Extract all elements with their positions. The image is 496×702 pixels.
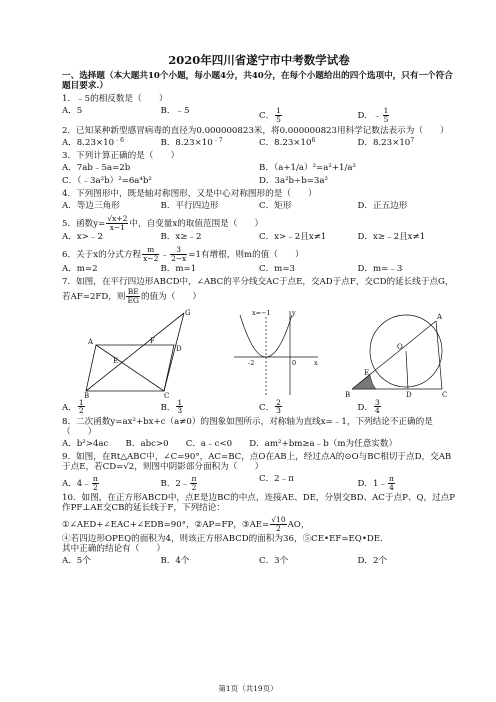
option-d: D．﹣ $\frac{1}{5}$ bbox=[357, 105, 389, 124]
question-stem: 4．下列图形中，既是轴对称图形，又是中心对称图形的是（ ） bbox=[62, 188, 317, 199]
option-d: D．正五边形 bbox=[357, 200, 408, 211]
svg-text:O: O bbox=[397, 342, 403, 351]
option-b: B．x≥﹣2 bbox=[160, 232, 202, 243]
svg-text:C: C bbox=[164, 391, 170, 399]
option-d: D．$8.23\times 10^7$ bbox=[357, 137, 415, 149]
option-b: B．﹣5 bbox=[160, 105, 190, 116]
section-heading: 一、选择题（本大题共10个小题，每小题4分，共40分，在每个小题给出的四个选项中，只有一个符合题目要求.） bbox=[62, 71, 453, 92]
question-stem: 5．函数y= $\frac{√x+2}{x-1}$ 中，自变量x的取值范围是（ ） bbox=[62, 213, 264, 232]
option-a: A．7ab﹣5a=2b bbox=[62, 163, 131, 174]
option-c: C．x>﹣2且x≠1 bbox=[259, 232, 327, 243]
option-c: C．3个 bbox=[259, 555, 289, 566]
option-a: A．5个 bbox=[62, 555, 91, 566]
statement-line-3: 其中正确的结论有（ ） bbox=[62, 543, 166, 554]
options bbox=[62, 107, 456, 124]
svg-text:D: D bbox=[176, 344, 182, 353]
question-7-options bbox=[62, 399, 456, 416]
svg-text:G: G bbox=[185, 308, 191, 317]
svg-text:A: A bbox=[88, 337, 94, 346]
option-b: B．4个 bbox=[160, 555, 190, 566]
option-b: B．$8.23\times 10^{﹣7}$ bbox=[160, 137, 223, 149]
option-d: D．m=﹣3 bbox=[357, 264, 403, 275]
svg-text:-2: -2 bbox=[248, 358, 255, 367]
svg-text:D: D bbox=[406, 390, 412, 399]
option-c: C． $\frac{2}{3}$ bbox=[259, 397, 281, 416]
svg-text:0: 0 bbox=[292, 358, 297, 367]
option-a: A．$8.23\times 10^{﹣6}$ bbox=[62, 137, 124, 149]
options bbox=[62, 265, 456, 275]
options bbox=[62, 557, 456, 567]
option-a: A．等边三角形 bbox=[62, 200, 120, 211]
question-stem: 10．如图，在正方形ABCD中，点E是边BC的中点，连接AE、DE，分别交BD、AC于点P、Q，过点P作PF⊥AE交CB的延长线于F，下列结论： bbox=[62, 493, 456, 514]
question-7 bbox=[62, 278, 456, 305]
option-d: D．2个 bbox=[357, 555, 388, 566]
question-stem: 9．如图，在Rt△ABC中，∠C=90°，AC=BC，点O在AB上，经过点A的⊙O与BC相切于点D，交AB于点E，若CD=√2，则图中阴影部分面积为（ ） bbox=[62, 451, 452, 472]
question-stem: 7．如图，在平行四边形ABCD中，∠ABC的平分线交AC于点E，交AD于点F，交CD的延长线于点G，若AF=2FD，则 $\frac{BE}{EG}$ 的值为（ ） bbox=[62, 276, 454, 305]
question-10 bbox=[62, 494, 456, 566]
option-d: D．x≥﹣2且x≠1 bbox=[357, 232, 426, 243]
option-c: C．2﹣π bbox=[259, 473, 294, 484]
svg-text:E: E bbox=[364, 368, 370, 377]
svg-text:F: F bbox=[150, 336, 155, 345]
option-a: A．5 bbox=[62, 105, 83, 116]
option-d: D． $\frac{3}{4}$ bbox=[357, 397, 380, 416]
figures-row bbox=[62, 307, 456, 397]
option-d: D．1﹣ $\frac{\pi}{4}$ bbox=[357, 473, 394, 492]
page-title: 2020年四川省遂宁市中考数学试卷 bbox=[168, 53, 350, 67]
option-c: C．（﹣3a²b）²=6a⁴b² bbox=[62, 176, 152, 187]
option-b: B．（a+1/a）²=a²+1/a² bbox=[259, 163, 356, 174]
question-5 bbox=[62, 215, 456, 244]
option-a: A． $\frac{1}{2}$ bbox=[62, 397, 84, 416]
options bbox=[62, 138, 456, 149]
question-stem: 3．下列计算正确的是（ ） bbox=[62, 151, 180, 162]
option-d: D．3a²b÷b=3a² bbox=[259, 176, 328, 187]
svg-text:y: y bbox=[292, 308, 296, 317]
option-b: B． $\frac{1}{3}$ bbox=[160, 397, 183, 416]
question-stem: 8．二次函数y=ax²+bx+c（a≠0）的图象如图所示，对称轴为直线x=﹣1，下列结论不正确的是（ ） bbox=[62, 417, 433, 438]
question-8 bbox=[62, 418, 456, 450]
option-c: C．矩形 bbox=[259, 200, 292, 211]
option-a: A．4﹣ $\frac{\pi}{2}$ bbox=[62, 473, 98, 492]
svg-text:x=−1: x=−1 bbox=[252, 308, 271, 317]
question-1 bbox=[62, 95, 456, 124]
svg-text:C: C bbox=[442, 390, 448, 399]
question-3 bbox=[62, 152, 456, 187]
svg-text:A: A bbox=[437, 312, 443, 321]
options: A．b²>4ac B．abc>0 C．a﹣c<0 D．am²+bm≥a﹣b（m为任意实数） bbox=[62, 439, 398, 450]
statement-line-1: ①∠AED+∠EAC+∠EDB=90°，②AP=FP，③AE= $\frac{√10}{2}$ AO， bbox=[62, 515, 310, 534]
option-b: B．平行四边形 bbox=[160, 200, 219, 211]
question-stem: 1．﹣5的相反数是（ ） bbox=[62, 93, 168, 104]
svg-text:B: B bbox=[84, 391, 90, 399]
option-c: C．m=3 bbox=[259, 264, 295, 275]
options bbox=[62, 233, 456, 243]
option-c: C． $\frac{1}{5}$ bbox=[259, 105, 281, 124]
option-a: A．m=2 bbox=[62, 264, 98, 275]
option-c: C．$8.23\times 10^6$ bbox=[259, 137, 316, 149]
question-4 bbox=[62, 190, 456, 212]
parallelogram-figure bbox=[84, 307, 204, 399]
option-a: A．x>﹣2 bbox=[62, 232, 103, 243]
option-b: B．m=1 bbox=[160, 264, 197, 275]
question-stem: 2．已知某种新型感冒病毒的直径为0.000000823米，将0.000000823用科学记数法表示为（ ） bbox=[62, 125, 449, 136]
question-2 bbox=[62, 127, 456, 150]
options bbox=[62, 475, 456, 492]
svg-text:E: E bbox=[113, 356, 119, 365]
svg-text:x: x bbox=[314, 358, 318, 367]
statement-line-2: ④若四边形OPEQ的面积为4，则该正方形ABCD的面积为36，⑤CE•EF=EQ•DE. bbox=[62, 533, 383, 544]
question-9 bbox=[62, 453, 456, 492]
parabola-figure bbox=[230, 307, 322, 399]
circle-figure bbox=[342, 307, 452, 399]
options bbox=[62, 202, 456, 212]
page-footer: 第1页（共19页） bbox=[218, 684, 278, 694]
option-b: B．2﹣ $\frac{\pi}{2}$ bbox=[160, 473, 197, 492]
svg-text:B: B bbox=[345, 390, 351, 399]
question-stem: 6．关于x的分式方程 $\frac{m}{x-2}$ ﹣ $\frac{3}{2-x}$ =1有增根，则m的值（ ） bbox=[62, 245, 304, 264]
question-6 bbox=[62, 246, 456, 275]
